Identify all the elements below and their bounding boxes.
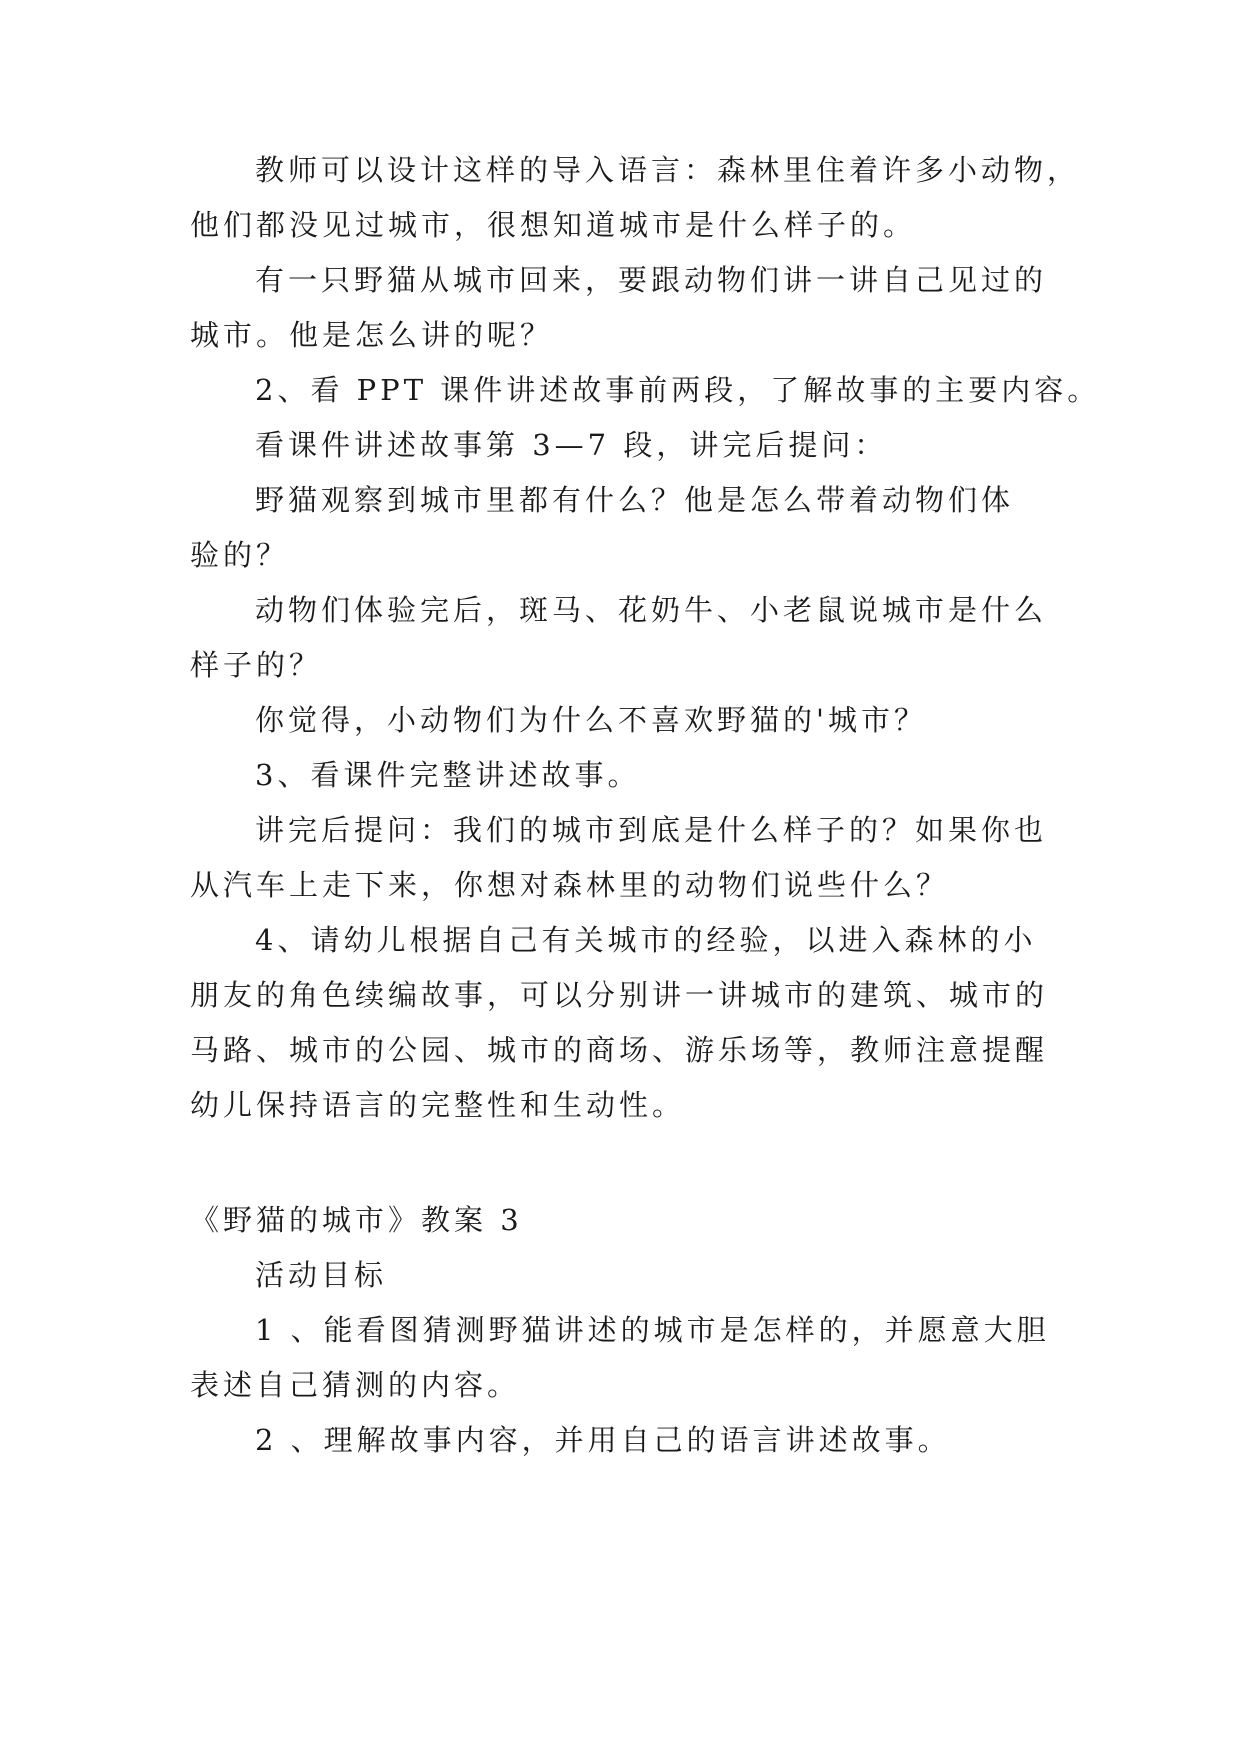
text-line: 城市。他是怎么讲的呢？ <box>190 318 554 352</box>
text-line: 有一只野猫从城市回来，要跟动物们讲一讲自己见过的 <box>255 263 1048 297</box>
text-line: 动物们体验完后，斑马、花奶牛、小老鼠说城市是什么 <box>255 593 1048 627</box>
text-line: 1 、能看图猜测野猫讲述的城市是怎样的，并愿意大胆 <box>255 1313 1050 1347</box>
text-line: 朋友的角色续编故事，可以分别讲一讲城市的建筑、城市的 <box>190 978 1049 1012</box>
text-line: 他们都没见过城市，很想知道城市是什么样子的。 <box>190 208 917 242</box>
text-line: 2 、理解故事内容，并用自己的语言讲述故事。 <box>255 1423 951 1457</box>
text-line: 幼儿保持语言的完整性和生动性。 <box>190 1088 686 1122</box>
text-line: 2、看 PPT 课件讲述故事前两段，了解故事的主要内容。 <box>255 373 1101 407</box>
text-line: 样子的？ <box>190 648 323 682</box>
text-line: 马路、城市的公园、城市的商场、游乐场等，教师注意提醒 <box>190 1033 1049 1067</box>
text-line: 看课件讲述故事第 3—7 段，讲完后提问： <box>255 428 888 462</box>
text-line: 验的？ <box>190 538 290 572</box>
text-line: 从汽车上走下来，你想对森林里的动物们说些什么？ <box>190 868 950 902</box>
text-line: 活动目标 <box>255 1258 388 1292</box>
section-heading: 《野猫的城市》教案 3 <box>190 1203 523 1237</box>
text-line: 4、请幼儿根据自己有关城市的经验，以进入森林的小 <box>255 923 1037 957</box>
text-line: 你觉得，小动物们为什么不喜欢野猫的'城市？ <box>255 703 927 737</box>
text-line: 野猫观察到城市里都有什么？他是怎么带着动物们体 <box>255 483 1015 517</box>
text-line: 讲完后提问：我们的城市到底是什么样子的？如果你也 <box>255 813 1048 847</box>
text-line: 3、看课件完整讲述故事。 <box>255 758 641 792</box>
text-line: 教师可以设计这样的导入语言：森林里住着许多小动物， <box>255 153 1081 187</box>
text-line: 表述自己猜测的内容。 <box>190 1368 521 1402</box>
